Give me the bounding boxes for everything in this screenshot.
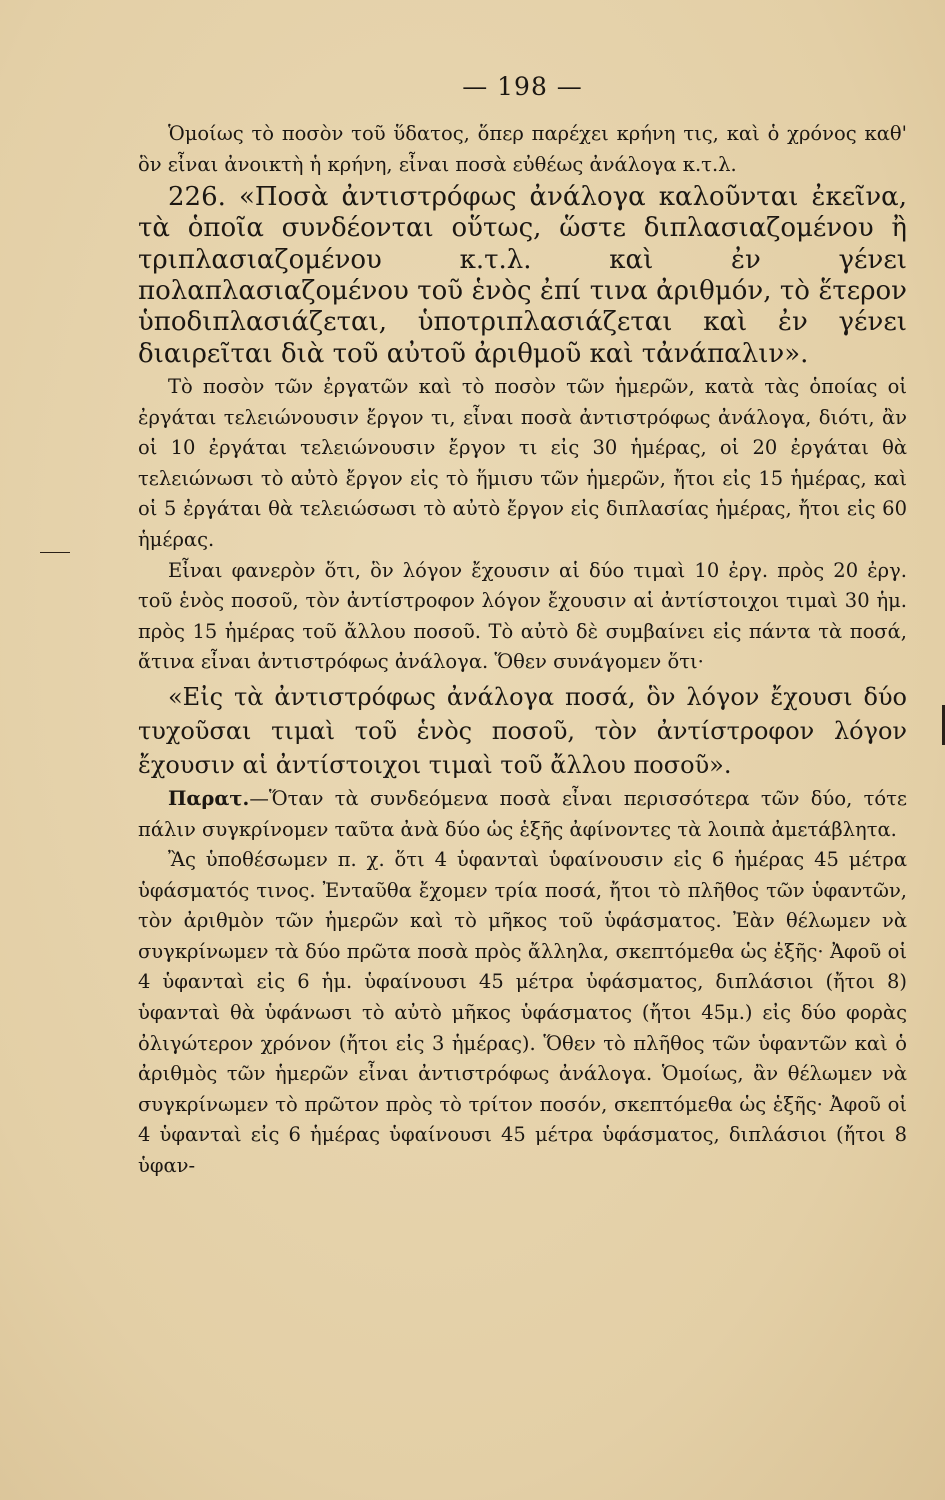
remark-text: —Ὅταν τὰ συνδεόμενα ποσὰ εἶναι περισσότερα τῶν δύο, τότε πάλιν συγκρίνομεν ταῦτα ἀνὰ δύο ὡς ἑξῆς ἀφίνοντες τὰ λοιπὰ ἀμετάβλητα. [138, 786, 907, 841]
paragraph-workers-example: Τὸ ποσὸν τῶν ἐργατῶν καὶ τὸ ποσὸν τῶν ἡμερῶν, κατὰ τὰς ὁποίας οἱ ἐργάται τελειώνουσιν ἔργον τι, εἶναι ποσὰ ἀντιστρόφως ἀνάλογα, διότι, ἂν οἱ 10 ἐργάται τελειώνουσιν ἔργον τι εἰς 30 ἡμέρας, οἱ 20 ἐργάται θὰ τελειώνωσι τὸ αὐτὸ ἔργον εἰς τὸ ἥμισυ τῶν ἡμερῶν, ἤτοι εἰς 15 ἡμέρας, καὶ οἱ 5 ἐργάται θὰ τελειώσωσι τὸ αὐτὸ ἔργον εἰς διπλασίας ἡμέρας, ἤτοι εἰς 60 ἡμέρας. [138, 374, 907, 551]
paragraph-water-flow: Ὁμοίως τὸ ποσὸν τοῦ ὕδατος, ὅπερ παρέχει κρήνη τις, καὶ ὁ χρόνος καθ' ὃν εἶναι ἀνοικτὴ ἡ κρήνη, εἶναι ποσὰ εὐθέως ἀνάλογα κ.τ.λ. [138, 122, 907, 176]
page-number: — 198 — [462, 72, 583, 101]
paragraph-rule-statement: «Εἰς τὰ ἀντιστρόφως ἀνάλογα ποσά, ὃν λόγον ἔχουσι δύο τυχοῦσαι τιμαὶ τοῦ ἑνὸς ποσοῦ, τὸν ἀντίστροφον λόγον ἔχουσιν αἱ ἀντίστοιχοι τιμαὶ τοῦ ἄλλου ποσοῦ». [138, 682, 907, 779]
paragraph-definition-inverse: 226. «Ποσὰ ἀντιστρόφως ἀνάλογα καλοῦνται ἐκεῖνα, τὰ ὁποῖα συνδέονται οὕτως, ὥστε διπλασιαζομένου ἢ τριπλασιαζομένου κ.τ.λ. καὶ ἐν γένει πολαπλασιαζομένου τοῦ ἑνὸς ἐπί τινα ἀριθμόν, τὸ ἕτερον ὑποδιπλασιάζεται, ὑποτριπλασιάζεται καὶ ἐν γένει διαιρεῖται διὰ τοῦ αὐτοῦ ἀριθμοῦ καὶ τἀνάπαλιν». [138, 182, 907, 369]
page-edge-mark [40, 552, 70, 553]
remark-label: Παρατ. [168, 786, 250, 810]
paragraph-ratio-observation: Εἶναι φανερὸν ὅτι, ὃν λόγον ἔχουσιν αἱ δύο τιμαὶ 10 ἐργ. πρὸς 20 ἐργ. τοῦ ἑνὸς ποσοῦ, τὸν ἀντίστροφον λόγον ἔχουσιν αἱ ἀντίστοιχοι τιμαὶ 30 ἡμ. πρὸς 15 ἡμέρας τοῦ ἄλλου ποσοῦ. Τὸ αὐτὸ δὲ συμβαίνει εἰς πάντα τὰ ποσά, ἅτινα εἶναι ἀντιστρόφως ἀνάλογα. Ὅθεν συνάγομεν ὅτι· [138, 558, 907, 674]
paragraph-weavers-example: Ἂς ὑποθέσωμεν π. χ. ὅτι 4 ὑφανταὶ ὑφαίνουσιν εἰς 6 ἡμέρας 45 μέτρα ὑφάσματός τινος. Ἐνταῦθα ἔχομεν τρία ποσά, ἤτοι τὸ πλῆθος τῶν ὑφαντῶν, τὸν ἀριθμὸν τῶν ἡμερῶν καὶ τὸ μῆκος τοῦ ὑφάσματος. Ἐὰν θέλωμεν νὰ συγκρίνωμεν τὰ δύο πρῶτα ποσὰ πρὸς ἄλληλα, σκεπτόμεθα ὡς ἑξῆς· Ἀφοῦ οἱ 4 ὑφανταὶ εἰς 6 ἡμ. ὑφαίνουσι 45 μέτρα ὑφάσματος, διπλάσιοι (ἤτοι 8) ὑφανταὶ θὰ ὑφάνωσι τὸ αὐτὸ μῆκος ὑφάσματος (ἤτοι 45μ.) εἰς δύο φορὰς ὀλιγώτερον χρόνον (ἤτοι εἰς 3 ἡμέρας). Ὅθεν τὸ πλῆθος τῶν ὑφαντῶν καὶ ὁ ἀριθμὸς τῶν ἡμερῶν εἶναι ἀντιστρόφως ἀνάλογα. Ὁμοίως, ἂν θέλωμεν νὰ συγκρίνωμεν τὸ πρῶτον πρὸς τὸ τρίτον ποσόν, σκεπτόμεθα ὡς ἑξῆς· Ἀφοῦ οἱ 4 ὑφανταὶ εἰς 6 ἡμέρας ὑφαίνουσι 45 μέτρα ὑφάσματος, διπλάσιοι (ἤτοι 8 ὑφαν- [138, 848, 907, 1178]
paragraph-remark [138, 784, 907, 845]
